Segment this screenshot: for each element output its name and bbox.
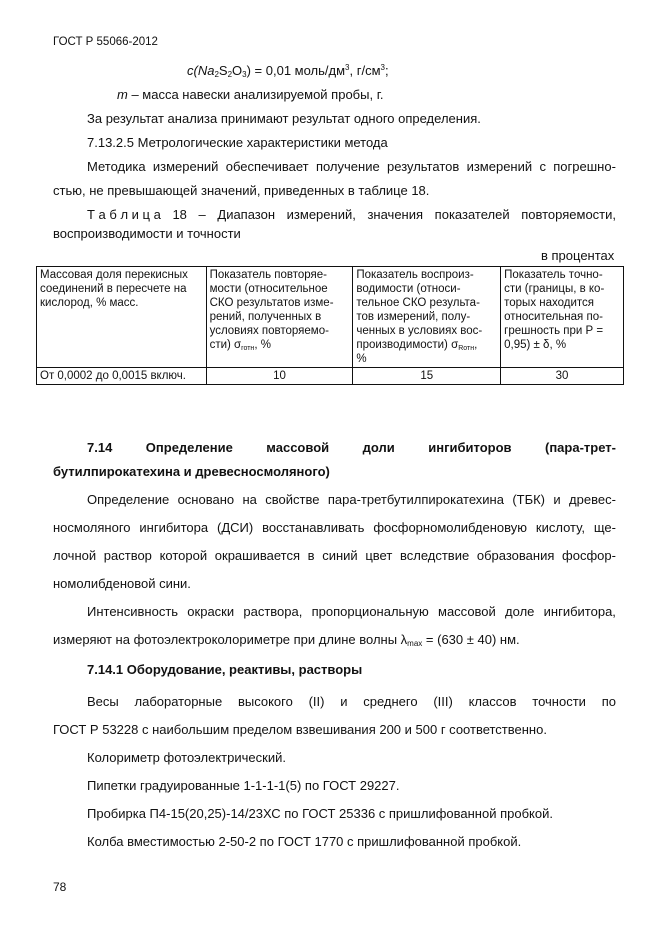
formula-m-line: m – масса навески анализируемой пробы, г. (117, 87, 384, 102)
result-statement: За результат анализа принимают результат одного определения. (87, 111, 481, 126)
equipment-flask: Колба вместимостью 2-50-2 по ГОСТ 1770 с пришлифованной пробкой. (87, 834, 522, 849)
methodology-paragraph-line1: Методика измерений обеспечивает получение результатов измерений с погрешно- (87, 159, 616, 174)
section-7-14-heading-line1: 7.14 Определение массовой доли ингибиторов (пара-трет- (87, 440, 616, 455)
cell-repeatability-value: 10 (206, 368, 353, 385)
header-cell-accuracy: Показатель точно- сти (границы, в ко- торых находится относительная по- грешность при Р = 0,95) ± δ, % (501, 267, 624, 368)
formula-c-line: $c(Na_2S_2O_3) = 0,01$ моль/$дм^3$, $г/см^3$; (187, 63, 389, 79)
section-7-14-p1-line2: носмоляного ингибитора (ДСИ) восстанавливать фосфорномолибденовую кислоту, ще- (53, 520, 616, 535)
section-7-13-2-5-heading: 7.13.2.5 Метрологические характеристики метода (87, 135, 388, 150)
section-7-14-heading-line2: бутилпирокатехина и древесносмоляного) (53, 464, 330, 479)
equipment-test-tube: Пробирка П4-15(20,25)-14/23ХС по ГОСТ 25336 с пришлифованной пробкой. (87, 806, 553, 821)
header-cell-repeatability: Показатель повторяе- мости (относительное СКО результатов изме- рений, полученных в условиях повторяемо- сти) σrотн, % (206, 267, 353, 368)
cell-range: От 0,0002 до 0,0015 включ. (37, 368, 207, 385)
section-7-14-p1-line1: Определение основано на свойстве пара-третбутилпирокатехина (ТБК) и древес- (87, 492, 616, 507)
table-18 (36, 266, 624, 385)
cell-accuracy-value: 30 (501, 368, 624, 385)
table-row (37, 368, 624, 385)
table-header-row (37, 267, 624, 368)
equipment-pipettes: Пипетки градуированные 1-1-1-1(5) по ГОСТ 29227. (87, 778, 400, 793)
units-note: в процентах (541, 248, 615, 263)
document-header: ГОСТ Р 55066-2012 (53, 36, 158, 48)
section-7-14-p2-line1: Интенсивность окраски раствора, пропорциональную массовой доле ингибитора, (87, 604, 616, 619)
section-7-14-1-heading: 7.14.1 Оборудование, реактивы, растворы (87, 662, 363, 677)
section-7-14-p1-line4: номолибденовой сини. (53, 576, 191, 591)
header-cell-mass-fraction: Массовая доля перекисных соединений в пересчете на кислород, % масс. (37, 267, 207, 368)
cell-reproducibility-value: 15 (353, 368, 501, 385)
equipment-scales-line2: ГОСТ Р 53228 с наибольшим пределом взвешивания 200 и 500 г соответственно. (53, 722, 547, 737)
equipment-colorimeter: Колориметр фотоэлектрический. (87, 750, 286, 765)
table-caption-line1: Т а б л и ц а 18 – Диапазон измерений, значения показателей повторяемости, (87, 207, 616, 222)
section-7-14-p2-line2: измеряют на фотоэлектроколориметре при длине волны $\lambda_{max} = (630 \pm 40)$ нм. (53, 632, 520, 648)
equipment-scales-line1: Весы лабораторные высокого (II) и среднего (III) классов точности по (87, 694, 616, 709)
methodology-paragraph-line2: стью, не превышающей значений, приведенных в таблице 18. (53, 183, 430, 198)
page-number: 78 (53, 880, 67, 894)
section-7-14-p1-line3: лочной раствор которой окрашивается в синий цвет вследствие образования фосфор- (53, 548, 616, 563)
header-cell-reproducibility: Показатель воспроиз- водимости (относи- тельное СКО результа- тов измерений, полу- ченных в условиях вос- производимости) σRотн, % (353, 267, 501, 368)
table-caption-line2: воспроизводимости и точности (53, 226, 241, 241)
